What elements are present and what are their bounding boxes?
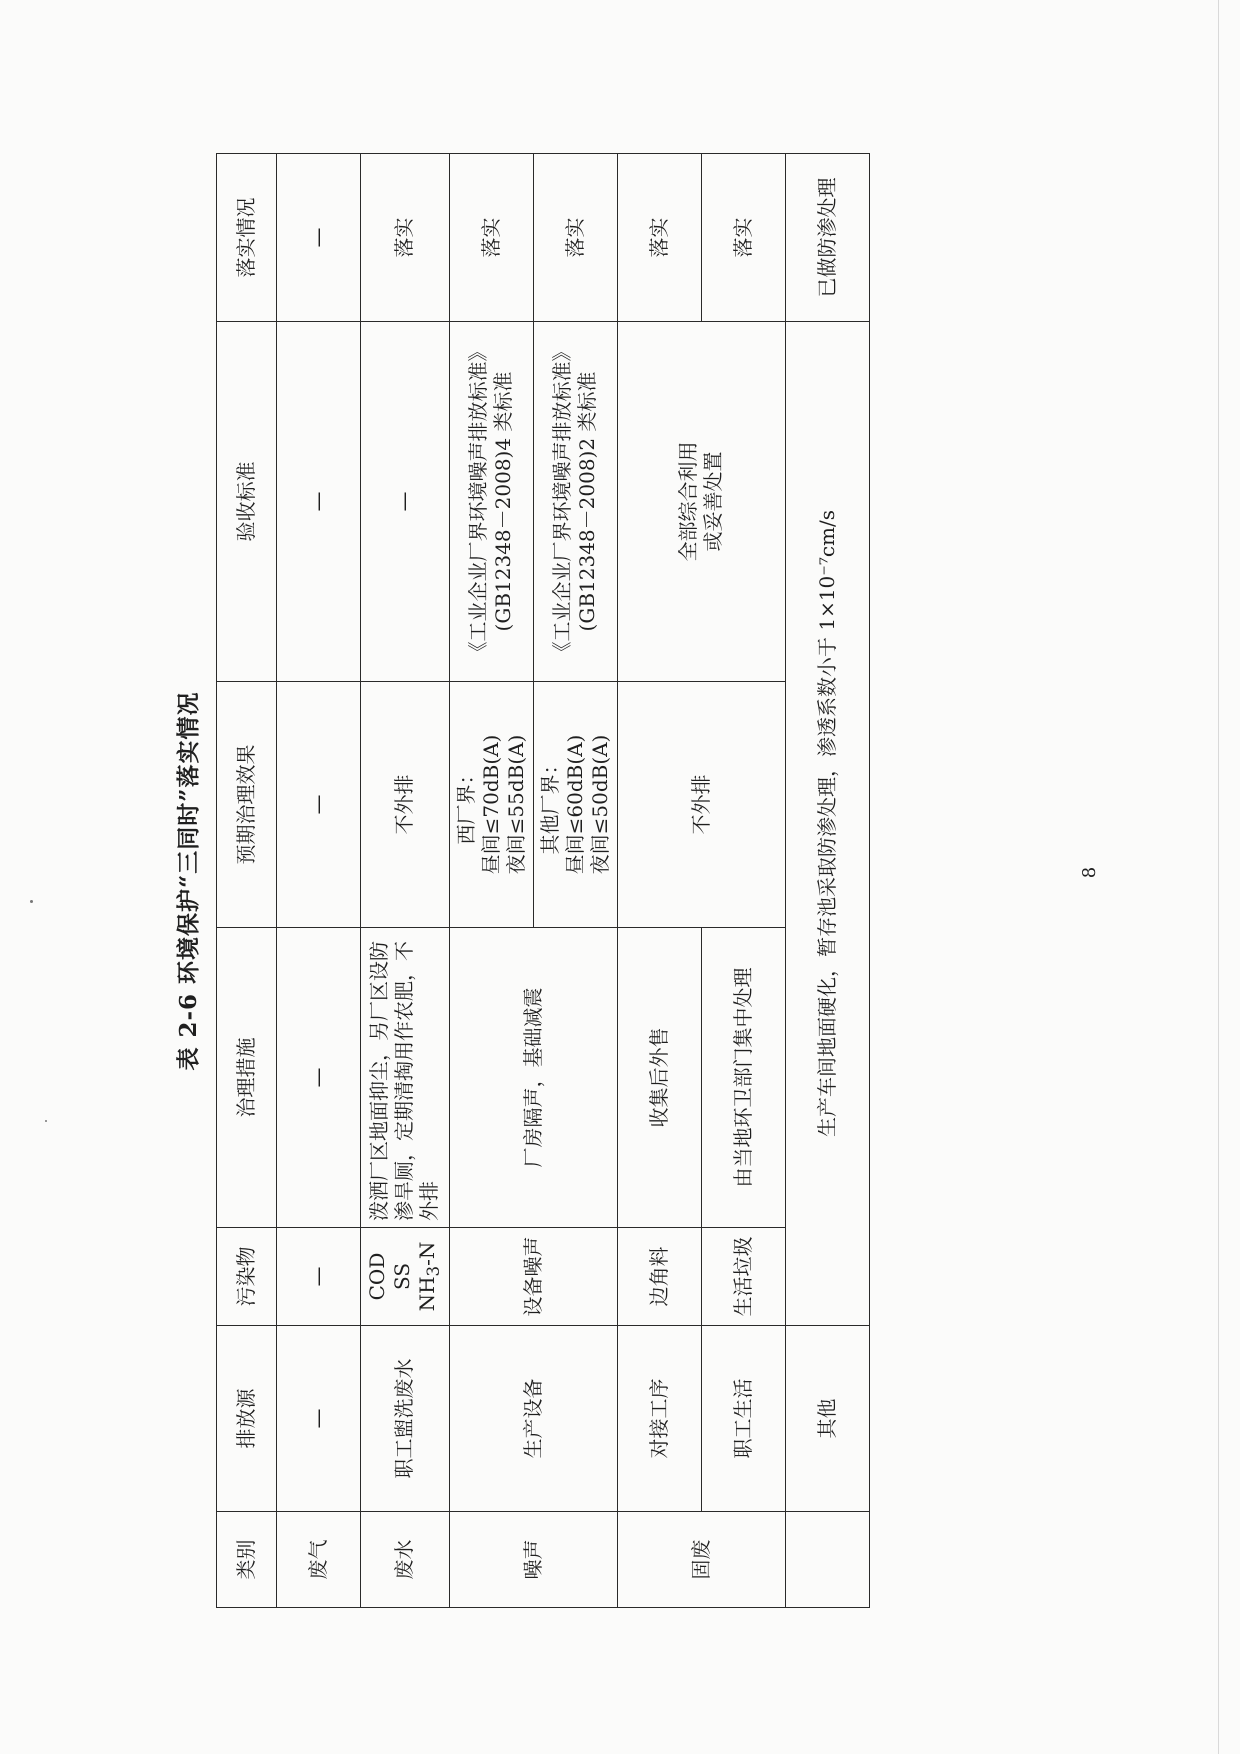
header-measure: 治理措施 (217, 928, 277, 1228)
water-standard: — (361, 322, 450, 682)
noise-pollutant: 设备噪声 (449, 1228, 617, 1326)
water-measure: 泼洒厂区地面抑尘，另厂区设防渗旱厕，定期清掏用作农肥，不外排 (361, 928, 450, 1228)
noise-standard-west: 《工业企业厂界环境噪声排放标准》(GB12348－2008)4 类标准 (449, 322, 533, 682)
noise-status-west: 落实 (449, 154, 533, 322)
header-source: 排放源 (217, 1326, 277, 1512)
solid-source-1: 对接工序 (617, 1326, 701, 1512)
water-pollutant-cod: COD (365, 1252, 389, 1301)
header-row (217, 154, 277, 1608)
header-standard: 验收标准 (217, 322, 277, 682)
table-row-noise-west (449, 154, 533, 1608)
gas-standard: — (277, 322, 361, 682)
page-number: 8 (1079, 866, 1101, 879)
gas-pollutant: — (277, 1228, 361, 1326)
water-source: 职工盥洗废水 (361, 1326, 450, 1512)
header-effect: 预期治理效果 (217, 682, 277, 928)
other-content: 生产车间地面硬化，暂存池采取防渗处理，渗透系数小于 1×10⁻⁷cm/s (785, 322, 869, 1326)
solid-measure-2: 由当地环卫部门集中处理 (701, 928, 785, 1228)
solid-pollutant-1: 边角料 (617, 1228, 701, 1326)
other-category-blank (785, 1512, 869, 1608)
gas-measure: — (277, 928, 361, 1228)
scan-edge-line (1218, 0, 1219, 1754)
nh-subscript: 3 (424, 1265, 443, 1277)
table-caption: 表 2-6 环境保护“三同时”落实情况 (175, 691, 202, 1071)
water-pollutant-ss: SS (390, 1262, 414, 1291)
table-row-other (785, 154, 869, 1608)
noise-measure: 厂房隔声，基础减震 (449, 928, 617, 1228)
gas-status: — (277, 154, 361, 322)
solid-measure-1: 收集后外售 (617, 928, 701, 1228)
solid-effect: 不外排 (617, 682, 785, 928)
noise-standard-other: 《工业企业厂界环境噪声排放标准》(GB12348－2008)2 类标准 (533, 322, 617, 682)
nh-text: NH (415, 1276, 439, 1312)
noise-effect-west: 西厂界： 昼间≤70dB(A) 夜间≤55dB(A) (449, 682, 533, 928)
gas-source: — (277, 1326, 361, 1512)
environmental-protection-table (216, 153, 870, 1608)
solid-pollutant-2: 生活垃圾 (701, 1228, 785, 1326)
solid-status-1: 落实 (617, 154, 701, 322)
water-effect: 不外排 (361, 682, 450, 928)
noise-source: 生产设备 (449, 1326, 617, 1512)
water-pollutant (361, 1228, 450, 1326)
nh-tail: -N (415, 1241, 439, 1266)
noise-status-other: 落实 (533, 154, 617, 322)
solid-status-2: 落实 (701, 154, 785, 322)
water-status: 落实 (361, 154, 450, 322)
solid-category: 固废 (617, 1512, 785, 1608)
header-status: 落实情况 (217, 154, 277, 322)
gas-effect: — (277, 682, 361, 928)
rotated-page-content (170, 154, 960, 1608)
solid-source-2: 职工生活 (701, 1326, 785, 1512)
header-pollutant: 污染物 (217, 1228, 277, 1326)
other-category: 其他 (785, 1326, 869, 1512)
scan-speck (30, 900, 33, 903)
scan-speck (45, 1120, 47, 1122)
gas-category: 废气 (277, 1512, 361, 1608)
water-category: 废水 (361, 1512, 450, 1608)
solid-standard: 全部综合利用 或妥善处置 (617, 322, 785, 682)
header-category: 类别 (217, 1512, 277, 1608)
noise-category: 噪声 (449, 1512, 617, 1608)
table-row-water (361, 154, 450, 1608)
other-status: 已做防渗处理 (785, 154, 869, 322)
water-pollutant-nh3n (415, 1234, 445, 1319)
table-row-gas (277, 154, 361, 1608)
noise-effect-other: 其他厂界： 昼间≤60dB(A) 夜间≤50dB(A) (533, 682, 617, 928)
table-row-solid-1 (617, 154, 701, 1608)
